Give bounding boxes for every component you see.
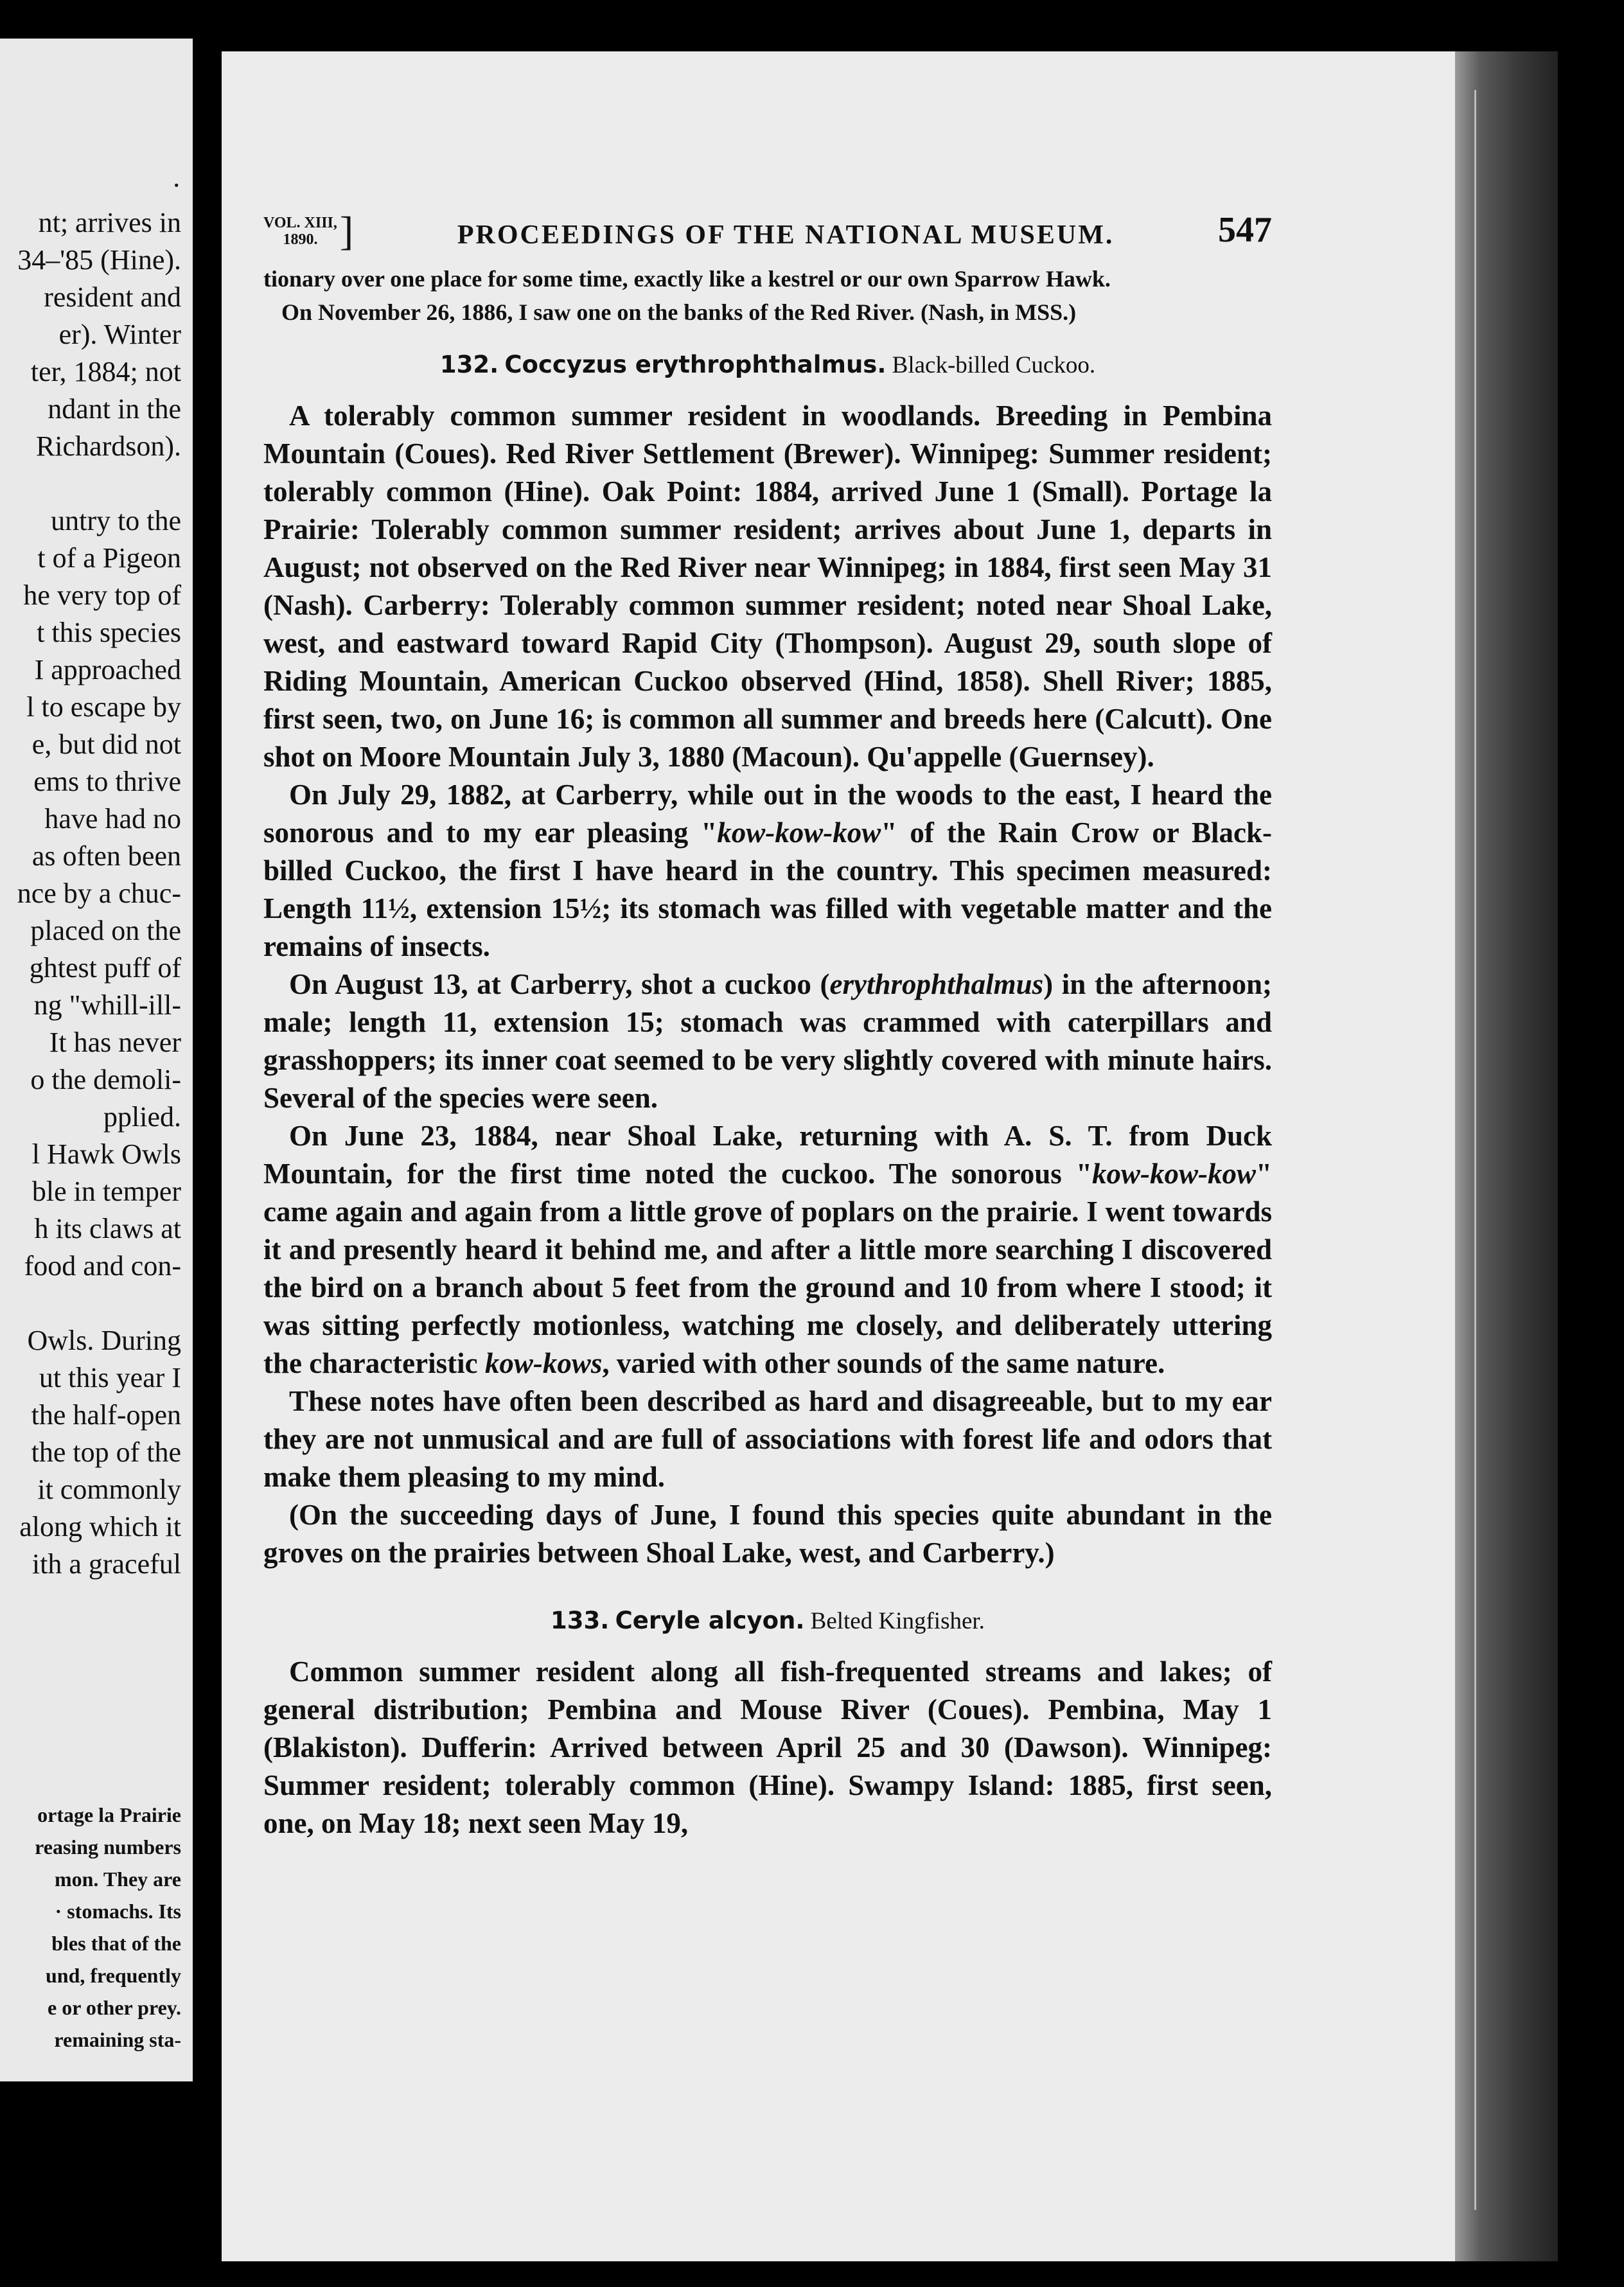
left-page-line: along which it	[19, 1511, 181, 1542]
left-page-line: have had no	[44, 803, 181, 834]
left-page-line: h its claws at	[34, 1213, 181, 1244]
left-page-line: t of a Pigeon	[37, 542, 181, 574]
left-page-line: e or other prey.	[48, 1996, 181, 2019]
volume-label	[263, 208, 354, 254]
paragraph: On July 29, 1882, at Carberry, while out in the woods to the east, I heard the sonorous and to my ear pleasing "kow-kow-kow" of the Rain Crow or Black-billed Cuckoo, the first I have heard in the country. This specimen measured: Length 11½, extension 15½; its stomach was filled with vegetable matter and the remains of insects.	[263, 779, 1272, 962]
left-page-text-top	[17, 167, 181, 1583]
volume-year: 1890.	[283, 231, 318, 248]
left-page-line: ng "whill-ill-	[33, 989, 181, 1021]
continuation-note: On November 26, 1886, I saw one on the banks of the Red River. (Nash, in MSS.)	[281, 299, 1077, 325]
left-page-line	[17, 1285, 181, 1322]
left-page-line: Richardson).	[35, 430, 181, 462]
left-page-line: l to escape by	[26, 691, 181, 723]
main-page	[222, 51, 1455, 2261]
page-number: 547	[1217, 210, 1272, 250]
italic-call: kow-kow-kow	[717, 817, 881, 849]
volume-bracket: ]	[339, 208, 354, 254]
left-page-line: untry to the	[51, 505, 181, 536]
left-page-line: ortage la Prairie	[37, 1803, 181, 1826]
species-scientific-name: Coccyzus erythrophthalmus.	[504, 351, 887, 378]
left-page-line: ems to thrive	[33, 766, 181, 797]
species-number: 133.	[551, 1607, 610, 1634]
paragraph: On June 23, 1884, near Shoal Lake, returning with A. S. T. from Duck Mountain, for the first time noted the cuckoo. The sonorous "kow-kow-kow" came again and again from a little grove of poplars on the prairie. I went towards it and presently heard it behind me, and after a little more searching I discovered the bird on a branch about 5 feet from the ground and 10 from where I stood; it was sitting perfectly motionless, watching me closely, and deliberately uttering the characteristic kow-kows, varied with other sounds of the same nature.	[263, 1120, 1272, 1379]
left-page-line: 34–'85 (Hine).	[17, 244, 181, 276]
species-common-name: Belted Kingfisher.	[810, 1608, 985, 1634]
left-page-line: the half-open	[31, 1399, 181, 1431]
italic-call: kow-kow-kow	[1092, 1158, 1257, 1190]
left-page-line: the top of the	[31, 1436, 181, 1468]
left-page-line: mon. They are	[54, 1868, 181, 1891]
left-page-line: ghtest puff of	[29, 952, 181, 984]
paragraph: Common summer resident along all fish-frequented streams and lakes; of general distribution; Pembina and Mouse River (Coues). Pembina, May 1 (Blakiston). Dufferin: Arrived between April 25 and 30 (Dawson). Winnipeg: Summer resident; tolerably common (Hine). Swampy Island: 1885, first seen, one, on May 18; next seen May 19,	[263, 1656, 1272, 1839]
left-page-line: I approached	[34, 654, 181, 685]
left-page-line: ble in temper	[31, 1176, 181, 1207]
page-header	[263, 193, 1272, 254]
left-page-line: o the demoli-	[30, 1064, 181, 1095]
left-page-line: placed on the	[30, 915, 181, 946]
left-page-line: as often been	[31, 840, 181, 872]
running-title: PROCEEDINGS OF THE NATIONAL MUSEUM.	[457, 220, 1115, 250]
page-content	[263, 193, 1272, 1842]
left-facing-page	[0, 39, 193, 2081]
left-page-line: he very top of	[23, 579, 181, 611]
left-page-line: l Hawk Owls	[31, 1138, 181, 1170]
paragraph: On August 13, at Carberry, shot a cuckoo (erythrophthalmus) in the afternoon; male; length 11, extension 15; stomach was crammed with caterpillars and grasshoppers; its inner coat seemed to be very slightly covered with minute hairs. Several of the species were seen.	[263, 968, 1272, 1114]
paragraph: These notes have often been described as hard and disagreeable, but to my ear they are not unmusical and are full of associations with forest life and odors that make them pleasing to my mind.	[263, 1385, 1272, 1493]
left-page-line: it commonly	[37, 1474, 181, 1505]
left-page-line: ut this year I	[39, 1362, 181, 1393]
continuation-text: tionary over one place for some time, exactly like a kestrel or our own Sparrow Hawk.	[263, 266, 1111, 292]
species-common-name: Black-billed Cuckoo.	[892, 352, 1096, 378]
left-page-line: ith a graceful	[31, 1548, 181, 1580]
left-page-line: er). Winter	[58, 319, 181, 350]
left-page-line	[17, 465, 181, 502]
left-page-line: und, frequently	[45, 1964, 181, 1987]
species-heading-133	[263, 1607, 1272, 1635]
page-edge-shadow	[1455, 51, 1558, 2261]
left-page-line: Owls. During	[27, 1325, 181, 1356]
volume-number: VOL. XIII,	[263, 215, 337, 231]
left-page-line: bles that of the	[51, 1932, 181, 1955]
left-page-line: food and con-	[24, 1250, 181, 1282]
italic-call: kow-kows	[484, 1347, 603, 1379]
left-page-line: e, but did not	[31, 728, 181, 760]
left-page-line: pplied.	[103, 1101, 181, 1133]
left-page-line: nce by a chuc-	[17, 878, 181, 909]
left-page-text-bottom	[35, 1799, 181, 2056]
species-scientific-name: Ceryle alcyon.	[615, 1607, 805, 1634]
left-page-line: ndant in the	[48, 393, 181, 425]
left-page-line: ·	[172, 170, 181, 201]
italic-name: erythrophthalmus	[829, 968, 1044, 1000]
left-page-line: resident and	[44, 281, 181, 313]
species-heading-132	[263, 351, 1272, 379]
left-page-line: remaining sta-	[54, 2028, 181, 2051]
paragraph: A tolerably common summer resident in woodlands. Breeding in Pembina Mountain (Coues). Red River Settlement (Brewer). Winnipeg: Summer resident; tolerably common (Hine). Oak Point: 1884, arrived June 1 (Small). Portage la Prairie: Tolerably common summer resident; arrives about June 1, departs in August; not observed on the Red River near Winnipeg; in 1884, first seen May 31 (Nash). Carberry: Tolerably common summer resident; noted near Shoal Lake, west, and eastward toward Rapid City (Thompson). August 29, south slope of Riding Mountain, American Cuckoo observed (Hind, 1858). Shell River; 1885, first seen, two, on June 16; is common all summer and breeds here (Calcutt). One shot on Moore Mountain July 3, 1880 (Macoun). Qu'appelle (Guernsey).	[263, 400, 1272, 773]
left-page-line: reasing numbers	[35, 1835, 181, 1859]
species-number: 132.	[439, 351, 499, 378]
paragraph: (On the succeeding days of June, I found this species quite abundant in the groves on the prairies between Shoal Lake, west, and Carberry.)	[263, 1499, 1272, 1569]
left-page-line: · stomachs. Its	[55, 1900, 181, 1923]
left-page-line: t this species	[37, 617, 181, 648]
left-page-line: It has never	[49, 1027, 181, 1058]
left-page-line: nt; arrives in	[38, 207, 181, 238]
left-page-line: ter, 1884; not	[30, 356, 181, 387]
